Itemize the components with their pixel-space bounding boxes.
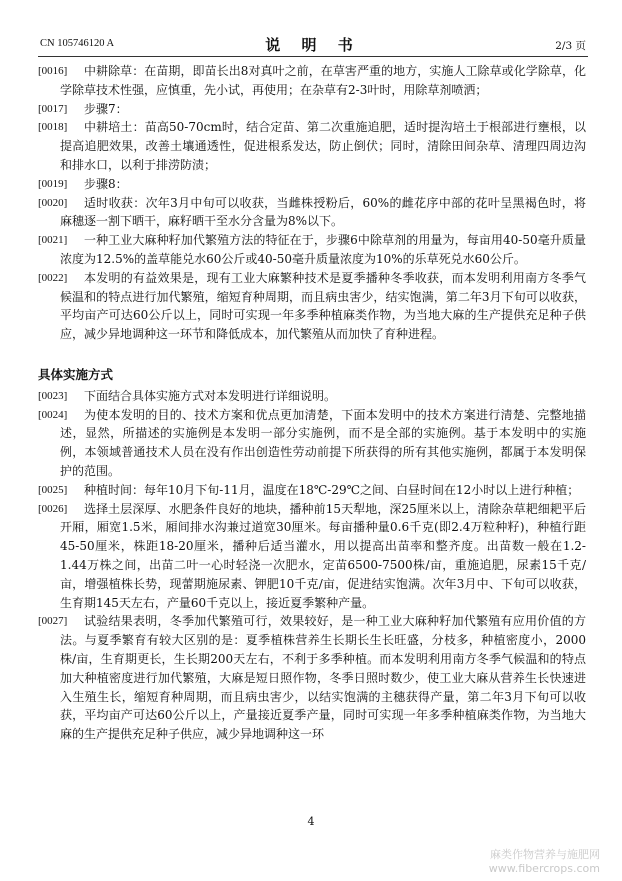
watermark-url: www.fibercrops.com [488, 862, 600, 875]
paragraph-text: 适时收获：次年3月中旬可以收获，当雌株授粉后，60%的雌花序中部的花叶呈黑褐色时，将麻穗逐一割下晒干，麻籽晒干至水分含量为8%以下。 [60, 195, 586, 229]
paragraph-text: 中耕除草：在苗期，即苗长出8对真叶之前，在草害严重的地方，实施人工除草或化学除草，化学除草技术性强，应慎重，先小试，再使用；在杂草有2-3叶时，用除草剂喷洒； [60, 64, 586, 97]
paragraph-text: 本发明的有益效果是，现有工业大麻繁种技术是夏季播种冬季收获，而本发明利用南方冬季气候温和的特点进行加代繁殖，缩短育种周期，而且病虫害少，结实饱满，第二年3月下旬可以收获，平均亩产可达60公斤以上，同时可实现一年多季种植麻类作物，为当地大麻的生产提供充足种子供应，减少异地调种这一环节和降低成本，加代繁殖从而加快了育种进程。 [60, 270, 586, 342]
paragraph-number: [0027] [38, 615, 68, 628]
paragraph-text: 选择土层深厚、水肥条件良好的地块，播种前15天犁地，深25厘米以上，清除杂草耙细耙平后开厢，厢宽1.5米，厢间排水沟兼过道宽30厘米。每亩播种量0.6千克(即2.4万粒种籽)，种植行距45-50厘米，株距18-20厘米，播种后适当灌水，用以提高出苗率和整齐度。出苗数一般在1.2-1.44万株之间，出苗二叶一心时轻浇一次肥水，定苗6500-7500株/亩，重施追肥，尿素15千克/亩，增强植株长势，现蕾期施尿素、钾肥10千克/亩，促进结实饱满。次年3月中、下旬可以收获，生育期145天左右，产量60千克以上，接近夏季繁种产量。 [60, 501, 586, 610]
watermark [489, 848, 600, 876]
header-divider [38, 56, 588, 57]
publication-number: CN 105746120 A [40, 38, 115, 49]
paragraph-number: [0017] [38, 102, 68, 115]
paragraph-text: 中耕培土：苗高50-70cm时，结合定苗、第二次重施追肥，适时提沟培土于根部进行壅根，以提高追肥效果，改善土壤通透性，促进根系发达，防止倒伏；同时，清除田间杂草、清理四周边沟和排水口，以利于排涝防渍； [60, 120, 586, 172]
paragraph-0021 [38, 231, 586, 269]
page-number: 4 [307, 815, 315, 828]
paragraph-0027 [38, 612, 586, 744]
paragraph-0023 [38, 387, 586, 406]
watermark-site-name: 麻类作物营养与施肥网 [490, 848, 600, 861]
paragraph-text: 试验结果表明，冬季加代繁殖可行，效果较好，是一种工业大麻种籽加代繁殖有应用价值的方法。与夏季繁育有较大区别的是：夏季植株营养生长期长生长旺盛，分枝多，种植密度小，2000株/亩，生育期更长，生长期200天左右，不利于多季种植。而本发明利用南方冬季气候温和的特点加大种植密度进行加代繁殖，大麻是短日照作物，冬季日照时数少，使工业大麻从营养生长快速进入生殖生长，缩短育种周期，而且病虫害少，以结实饱满的主穗获得产量，第二年3月下旬可以收获，平均亩产可达60公斤以上，产量接近夏季产量，同时可实现一年多季种植麻类作物，为当地大麻的生产提供充足种子供应，减少异地调种这一环 [60, 614, 586, 742]
document-title: 说 明 书 [265, 36, 361, 54]
paragraph-text: 为使本发明的目的、技术方案和优点更加清楚，下面本发明中的技术方案进行清楚、完整地描述，显然，所描述的实施例是本发明一部分实施例，而不是全部的实施例。基于本发明中的实施例，本领域普通技术人员在没有作出创造性劳动前提下所获得的所有其他实施例，都属于本发明保护的范围。 [60, 407, 586, 478]
paragraph-0025 [38, 481, 586, 500]
paragraph-0019 [38, 175, 586, 194]
paragraph-number: [0016] [38, 65, 68, 77]
paragraph-number: [0023] [38, 389, 68, 402]
page-header [40, 34, 586, 54]
paragraph-number: [0021] [38, 234, 68, 247]
paragraph-number: [0018] [38, 121, 68, 134]
document-body [38, 62, 586, 744]
paragraph-0016 [38, 62, 586, 100]
paragraph-number: [0022] [38, 271, 68, 284]
paragraph-0018 [38, 118, 586, 174]
paragraph-number: [0025] [38, 483, 68, 496]
paragraph-text: 种植时间：每年10月下旬-11月，温度在18℃-29℃之间、白昼时间在12小时以上进行种植； [84, 482, 580, 497]
paragraph-0020 [38, 194, 586, 232]
paragraph-text: 一种工业大麻种籽加代繁殖方法的特征在于，步骤6中除草剂的用量为，每亩用40-50毫升质量浓度为12.5%的盖草能兑水60公斤或40-50毫升质量浓度为10%的乐草死兑水60公斤。 [60, 233, 586, 266]
paragraph-0017 [38, 100, 586, 119]
paragraph-number: [0026] [38, 502, 68, 515]
paragraph-text: 步骤7： [84, 101, 128, 116]
paragraph-number: [0024] [38, 408, 68, 421]
paragraph-text: 下面结合具体实施方式对本发明进行详细说明。 [84, 388, 337, 403]
section-heading: 具体实施方式 [38, 366, 114, 382]
paragraph-text: 步骤8： [84, 176, 128, 191]
paragraph-0026 [38, 500, 586, 613]
paragraph-number: [0019] [38, 177, 68, 190]
paragraph-0022 [38, 269, 586, 344]
page-indicator: 2/3 页 [555, 40, 586, 52]
paragraph-number: [0020] [38, 196, 68, 209]
paragraph-0024 [38, 406, 586, 481]
